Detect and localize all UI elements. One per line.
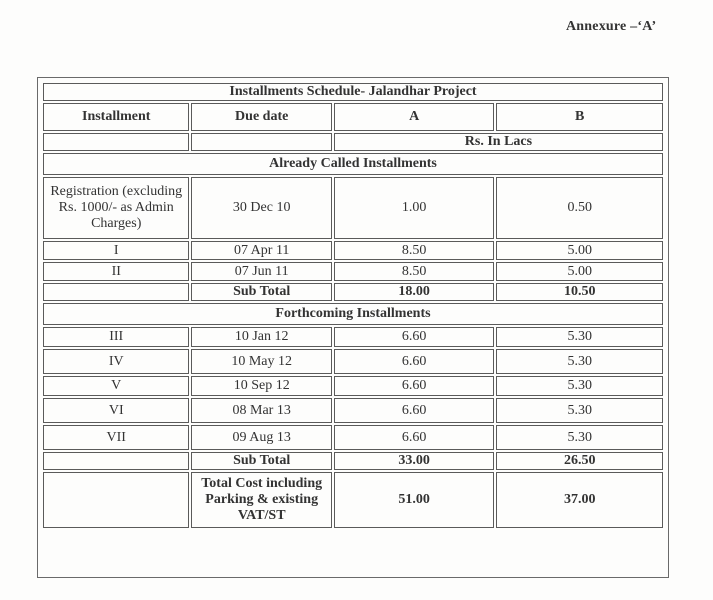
due-date-cell: 09 Aug 13 [191, 425, 331, 450]
subtotal-row [43, 452, 663, 470]
installments-schedule-table [41, 81, 665, 530]
subtotal-b: 26.50 [496, 452, 663, 470]
installment-cell: VII [43, 425, 189, 450]
amount-a-cell: 6.60 [334, 327, 495, 347]
installment-cell: VI [43, 398, 189, 423]
header-installment: Installment [43, 103, 189, 131]
installment-cell: II [43, 262, 189, 281]
amount-b-cell: 5.30 [496, 376, 663, 396]
table-row [43, 241, 663, 260]
amount-b-cell: 5.00 [496, 262, 663, 281]
table-row [43, 327, 663, 347]
units-label: Rs. In Lacs [334, 133, 663, 151]
amount-a-cell: 8.50 [334, 241, 495, 260]
amount-a-cell: 8.50 [334, 262, 495, 281]
amount-a-cell: 6.60 [334, 425, 495, 450]
total-cost-label: Total Cost including Parking & existing VAT/ST [191, 472, 331, 528]
amount-a-cell: 6.60 [334, 376, 495, 396]
annexure-label: Annexure –‘A’ [566, 19, 657, 34]
due-date-cell: 10 May 12 [191, 349, 331, 374]
due-date-cell: 10 Jan 12 [191, 327, 331, 347]
subtotal-empty-cell [43, 283, 189, 301]
table-row [43, 262, 663, 281]
header-b: B [496, 103, 663, 131]
subtotal-label: Sub Total [191, 452, 331, 470]
header-due-date: Due date [191, 103, 331, 131]
amount-a-cell: 1.00 [334, 177, 495, 239]
due-date-cell: 07 Apr 11 [191, 241, 331, 260]
total-row [43, 472, 663, 528]
amount-a-cell: 6.60 [334, 349, 495, 374]
installment-cell: I [43, 241, 189, 260]
table-row [43, 177, 663, 239]
total-b: 37.00 [496, 472, 663, 528]
amount-b-cell: 0.50 [496, 177, 663, 239]
due-date-cell: 10 Sep 12 [191, 376, 331, 396]
amount-b-cell: 5.30 [496, 327, 663, 347]
subtotal-b: 10.50 [496, 283, 663, 301]
installment-cell: III [43, 327, 189, 347]
amount-b-cell: 5.30 [496, 425, 663, 450]
amount-b-cell: 5.30 [496, 398, 663, 423]
table-row [43, 425, 663, 450]
section-already-called: Already Called Installments [43, 153, 663, 175]
installment-cell: Registration (excluding Rs. 1000/- as Admin Charges) [43, 177, 189, 239]
subtotal-empty-cell [43, 452, 189, 470]
table-row [43, 349, 663, 374]
table-title: Installments Schedule- Jalandhar Project [43, 83, 663, 101]
total-empty-cell [43, 472, 189, 528]
amount-b-cell: 5.30 [496, 349, 663, 374]
units-empty-cell [191, 133, 331, 151]
header-a: A [334, 103, 495, 131]
due-date-cell: 30 Dec 10 [191, 177, 331, 239]
amount-b-cell: 5.00 [496, 241, 663, 260]
due-date-cell: 07 Jun 11 [191, 262, 331, 281]
subtotal-row [43, 283, 663, 301]
section-forthcoming: Forthcoming Installments [43, 303, 663, 325]
installment-cell: IV [43, 349, 189, 374]
installment-cell: V [43, 376, 189, 396]
units-empty-cell [43, 133, 189, 151]
subtotal-a: 33.00 [334, 452, 495, 470]
table-row [43, 398, 663, 423]
subtotal-label: Sub Total [191, 283, 331, 301]
total-a: 51.00 [334, 472, 495, 528]
amount-a-cell: 6.60 [334, 398, 495, 423]
due-date-cell: 08 Mar 13 [191, 398, 331, 423]
subtotal-a: 18.00 [334, 283, 495, 301]
table-row [43, 376, 663, 396]
